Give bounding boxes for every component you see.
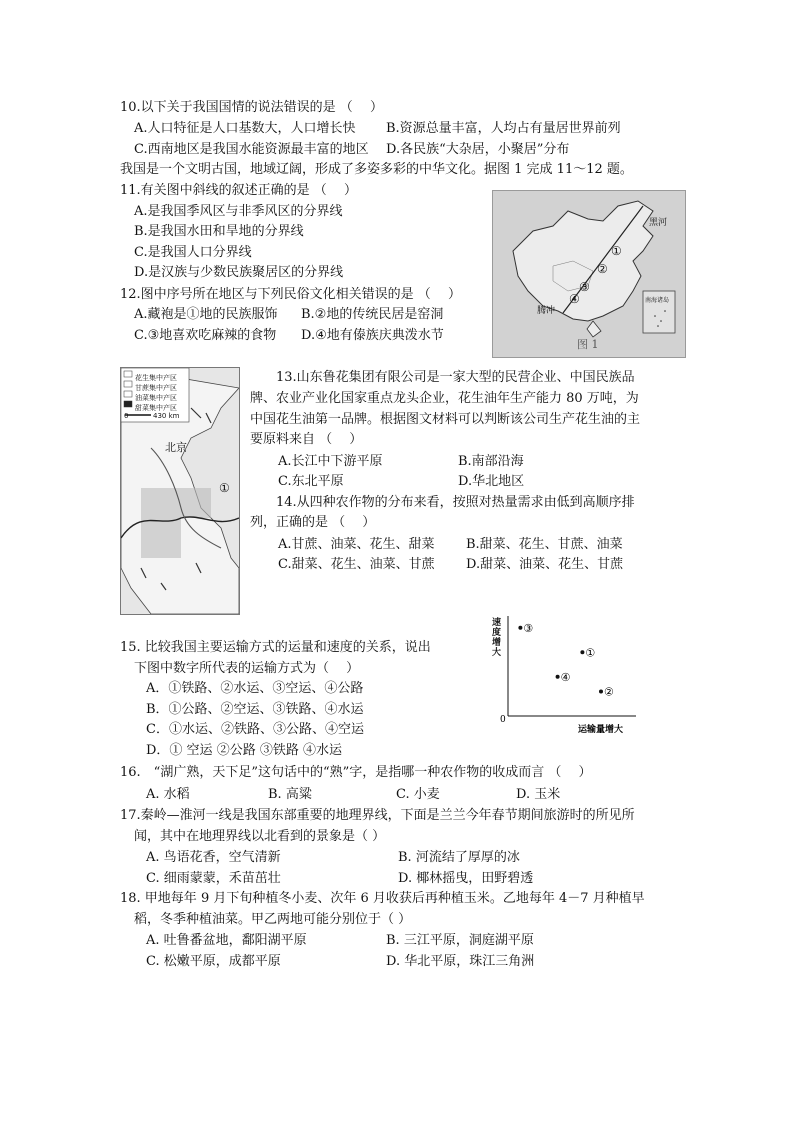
crop-distribution-map <box>120 367 240 615</box>
q10-stem: 10.以下关于我国国情的说法错误的是 （ ） <box>120 100 383 115</box>
chart-point-label-1: ③ <box>523 621 534 635</box>
q13-stem-line-1: 13.山东鲁花集团有限公司是一家大型的民营企业、中国民族品 <box>276 370 635 385</box>
map2-mark-1: ① <box>219 481 230 495</box>
chart-x-label: 运输量增大 <box>578 725 624 735</box>
q15-stem-line-2: 下图中数字所代表的运输方式为（ ） <box>134 661 360 676</box>
q11-option-b[interactable]: B.是我国水田和旱地的分界线 <box>134 224 304 239</box>
legend-rapeseed: 油菜集中产区 <box>135 394 177 402</box>
scale-zero: 0 <box>124 412 129 420</box>
chart-point-label-2: ① <box>585 646 596 660</box>
q17-option-c[interactable]: C. 细雨蒙蒙，禾苗茁壮 <box>146 871 281 886</box>
q15-option-c[interactable]: C．①水运、②铁路、③公路、④空运 <box>146 722 364 737</box>
q18-option-d[interactable]: D. 华北平原，珠江三角洲 <box>386 954 535 969</box>
chart-point-1 <box>518 626 522 630</box>
q14-stem-line-1: 14.从四种农作物的分布来看，按照对热量需求由低到高顺序排 <box>276 495 635 510</box>
q10-option-d[interactable]: D.各民族“大杂居，小聚居”分布 <box>386 142 570 157</box>
q18-stem-line-1: 18. 甲地每年 9 月下旬种植冬小麦、次年 6 月收获后再种植玉米。乙地每年 4－7 月种植早 <box>120 891 645 906</box>
q11-option-a[interactable]: A.是我国季风区与非季风区的分界线 <box>134 204 343 219</box>
q17-option-a[interactable]: A. 鸟语花香，空气清新 <box>146 850 281 865</box>
map1-label-tengchong: 腾冲 <box>537 306 556 316</box>
q14-option-d[interactable]: D.甜菜、油菜、花生、甘蔗 <box>466 557 624 572</box>
q13-option-c[interactable]: C.东北平原 <box>278 474 344 489</box>
q11-option-c[interactable]: C.是我国人口分界线 <box>134 245 252 260</box>
q13-option-d[interactable]: D.华北地区 <box>458 474 525 489</box>
chart-point-label-4: ② <box>604 685 614 699</box>
q13-option-a[interactable]: A.长江中下游平原 <box>278 454 383 469</box>
q15-option-a[interactable]: A．①铁路、②水运、③空运、④公路 <box>146 681 364 696</box>
q12-option-c[interactable]: C.③地喜欢吃麻辣的食物 <box>134 328 277 343</box>
map1-caption: 图 1 <box>577 338 599 351</box>
q18-option-b[interactable]: B. 三江平原，洞庭湖平原 <box>386 933 534 948</box>
q16-option-a[interactable]: A. 水稻 <box>146 787 190 802</box>
chart-point-2 <box>580 650 584 654</box>
legend-sugarcane: 甘蔗集中产区 <box>135 384 177 392</box>
q16-stem: 16. “湖广熟，天下足”这句话中的“熟”字，是指哪一种农作物的收成而言 （ ） <box>120 765 592 780</box>
intro-11-12: 我国是一个文明古国，地域辽阔，形成了多姿多彩的中华文化。据图 1 完成 11～12 题。 <box>120 162 633 177</box>
q15-option-b[interactable]: B．①公路、②空运、③铁路、④水运 <box>146 702 364 717</box>
q14-option-b[interactable]: B.甜菜、花生、甘蔗、油菜 <box>466 537 623 552</box>
q13-stem-line-4: 要原料来自 （ ） <box>250 432 363 447</box>
map2-city-beijing: 北京 <box>165 441 187 454</box>
q14-option-a[interactable]: A.甘蔗、油菜、花生、甜菜 <box>278 537 435 552</box>
map1-label-south-china-sea: 南海诸岛 <box>645 297 670 304</box>
q13-stem-line-3: 中国花生油第一品牌。根据图文材料可以判断该公司生产花生油的主 <box>250 412 641 427</box>
q18-option-a[interactable]: A. 吐鲁番盆地，鄱阳湖平原 <box>146 933 307 948</box>
map1-label-heihe: 黑河 <box>649 218 668 228</box>
chart-point-label-3: ④ <box>560 670 571 684</box>
transport-volume-speed-chart <box>492 612 642 738</box>
q10-option-b[interactable]: B.资源总量丰富，人均占有量居世界前列 <box>386 121 621 136</box>
china-map-figure-1 <box>492 190 686 358</box>
q17-stem-line-2: 闻，其中在地理界线以北看到的景象是（ ） <box>134 829 386 844</box>
legend-sugarbeet: 甜菜集中产区 <box>135 404 177 412</box>
q18-stem-line-2: 稻，冬季种植油菜。甲乙两地可能分别位于（ ） <box>134 912 412 927</box>
chart-point-3 <box>556 675 560 679</box>
scale-text: 430 km <box>153 412 180 420</box>
q17-stem-line-1: 17.秦岭—淮河一线是我国东部重要的地理界线，下面是兰兰今年春节期间旅游时的所见所 <box>120 808 635 823</box>
chart-origin-label: 0 <box>500 715 506 725</box>
q12-stem: 12.图中序号所在地区与下列民俗文化相关错误的是 （ ） <box>120 287 461 302</box>
q12-option-d[interactable]: D.④地有傣族庆典泼水节 <box>301 328 444 343</box>
q12-option-a[interactable]: A.藏袍是①地的民族服饰 <box>134 307 278 322</box>
q11-stem: 11.有关图中斜线的叙述正确的是 （ ） <box>120 183 357 198</box>
q14-stem-line-2: 列，正确的是 （ ） <box>250 515 376 530</box>
chart-svg <box>492 612 642 738</box>
map1-mark-4: ④ <box>569 292 580 306</box>
q10-option-c[interactable]: C.西南地区是我国水能资源最丰富的地区 <box>134 142 369 157</box>
chart-y-label: 速度增大 <box>492 618 502 658</box>
q18-option-c[interactable]: C. 松嫩平原，成都平原 <box>146 954 281 969</box>
q13-option-b[interactable]: B.南部沿海 <box>458 454 524 469</box>
q14-option-c[interactable]: C.甜菜、花生、油菜、甘蔗 <box>278 557 435 572</box>
q17-option-d[interactable]: D. 椰林摇曳，田野碧透 <box>398 871 534 886</box>
map1-mark-2: ② <box>597 262 608 276</box>
q16-option-c[interactable]: C. 小麦 <box>396 787 440 802</box>
q16-option-d[interactable]: D. 玉米 <box>516 787 561 802</box>
q10-option-a[interactable]: A.人口特征是人口基数大，人口增长快 <box>134 121 356 136</box>
chart-point-4 <box>599 690 603 694</box>
q11-option-d[interactable]: D.是汉族与少数民族聚居区的分界线 <box>134 265 344 280</box>
legend-peanut: 花生集中产区 <box>135 374 177 382</box>
q16-option-b[interactable]: B. 高粱 <box>268 787 312 802</box>
map1-mark-3: ③ <box>579 280 590 294</box>
q15-option-d[interactable]: D．① 空运 ②公路 ③铁路 ④水运 <box>146 743 342 758</box>
q12-option-b[interactable]: B.②地的传统民居是窑洞 <box>301 307 444 322</box>
q17-option-b[interactable]: B. 河流结了厚厚的冰 <box>398 850 520 865</box>
q15-stem-line-1: 15. 比较我国主要运输方式的运量和速度的关系，说出 <box>120 640 431 655</box>
q13-stem-line-2: 牌、农业产业化国家重点龙头企业，花生油年生产能力 80 万吨，为 <box>250 391 639 406</box>
map1-mark-1: ① <box>611 244 622 258</box>
chart-points-layer <box>518 622 614 699</box>
